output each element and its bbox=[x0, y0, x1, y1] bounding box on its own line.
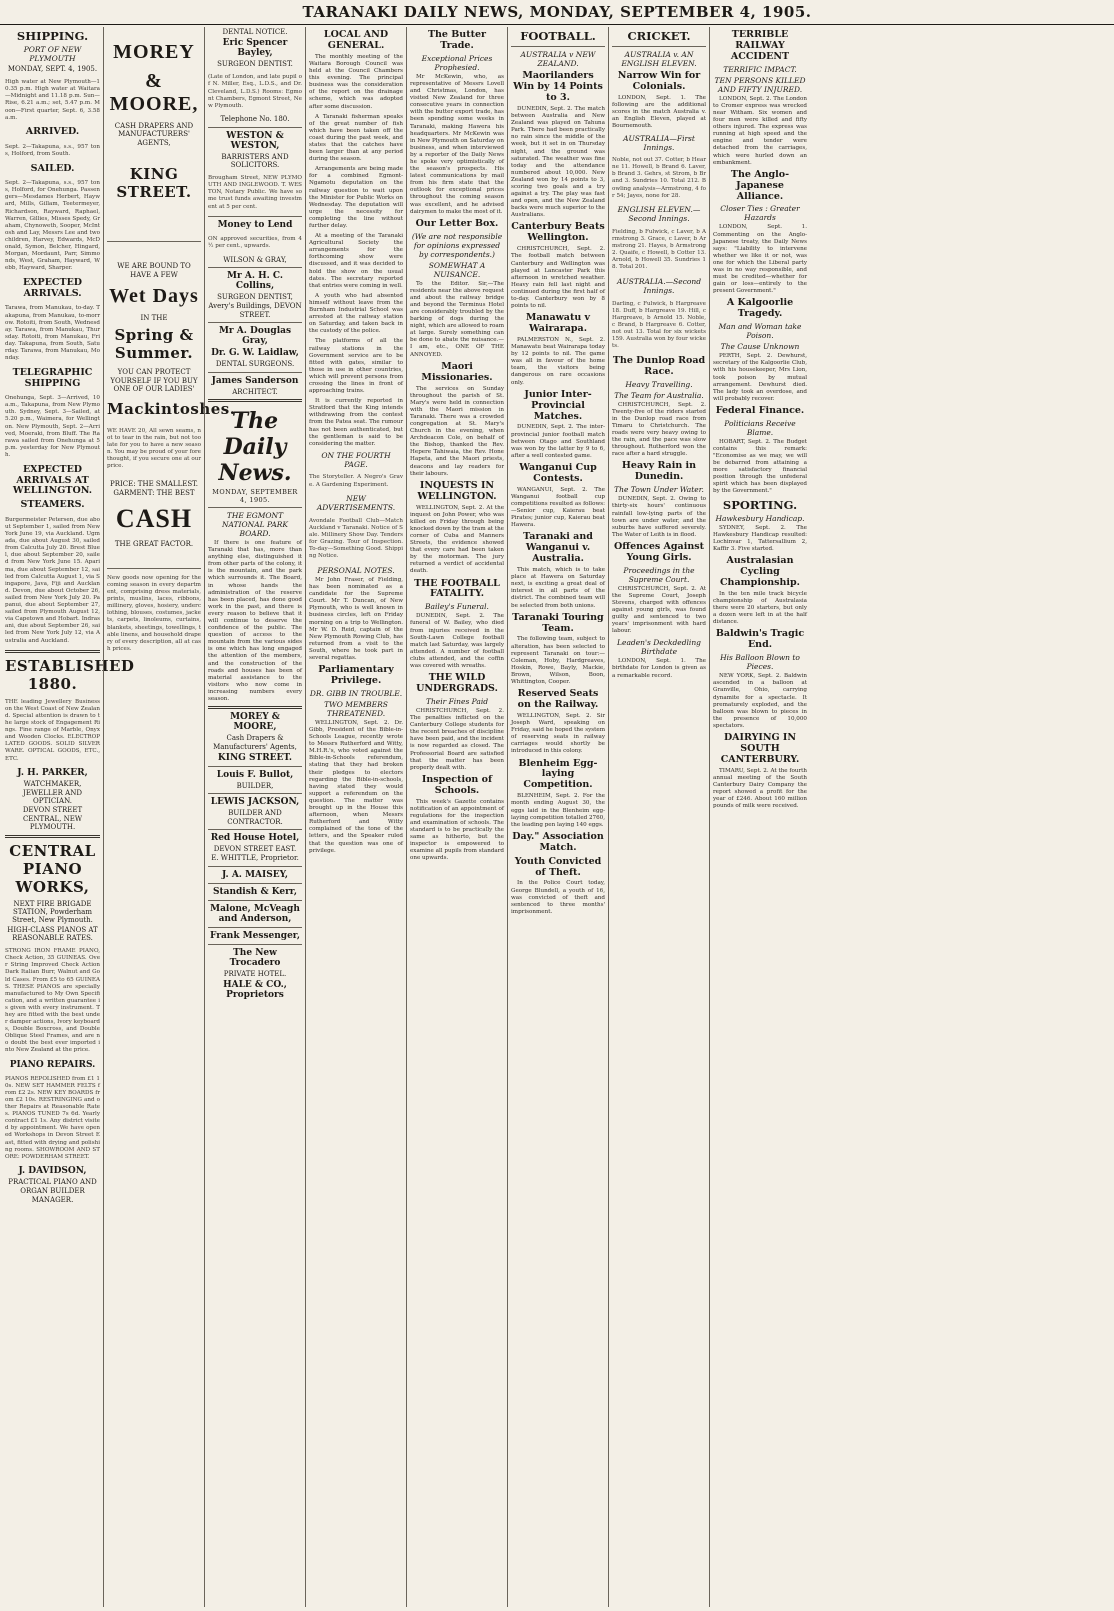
maori-heading: Maori Missionaries. bbox=[421, 360, 493, 383]
privilege-text: WELLINGTON, Sept. 2. Dr. Gibb, President of the Bible-in-Schools League, recently wrote to Messrs Rutherford and Witty, M.H.R.'s, who voted against the Bible-in-Schools referendum, stating that they had broken their pledges to electors regarding the Bible-in-schools, having stated they would support a referendum on the question. The matter was brought up in the House this afternoon, when Messrs Rutherford and Witty complained of the tone of the letters, and the Speaker ruled that the question was one of privilege. bbox=[309, 719, 403, 854]
masthead: TARANAKI DAILY NEWS, MONDAY, SEPTEMBER 4, 1905. bbox=[0, 0, 1114, 25]
port-heading: PORT OF NEW PLYMOUTH bbox=[23, 45, 82, 64]
bayley-text: (Late of London, and late pupil of N. Miller, Esq., L.D.S., and Dr. Cleveland, L.D.S.) Rooms: Egmont Chambers, Egmont Street, New Plymouth. bbox=[208, 74, 302, 109]
dental-notice: DENTAL NOTICE. bbox=[222, 28, 288, 36]
taranaki-wanganui-text: This match, which is to take place at Hawera on Saturday next, is exciting a great deal of interest in all parts of the district. The combined team will be selected from both unions. bbox=[511, 567, 605, 609]
australia-second-heading: AUSTRALIA.—Second Innings. bbox=[616, 277, 702, 296]
maisey-name: J. A. MAISEY, bbox=[222, 869, 288, 880]
heavy-rain-text: DUNEDIN, Sept. 2. Owing to thirty-six hours' continuous rainfall low-lying parts of the town are under water, and the suburbs have suffered severely. The Water of Leith is in flood. bbox=[612, 496, 706, 538]
letter-text: To the Editor. Sir,—The residents near the above request and about the railway bridge and beyond the Terminus Hotel are considerably troubled by the barking of dogs during the night, which are allowed to roam at large. Surely something can be done to abate the nuisance.—I am, etc., ONE OF THE ANNOYED. bbox=[410, 280, 504, 358]
dairying-text: TIMARU, Sept. 2. At the fourth annual meeting of the South Canterbury Dairy Company the report showed a profit for the year of £246. About 160 million pounds of milk were received. bbox=[713, 767, 807, 810]
football-fatality-heading: THE FOOTBALL FATALITY. bbox=[414, 577, 500, 600]
piano-subheading: HIGH-CLASS PIANOS AT REASONABLE RATES. bbox=[7, 925, 98, 943]
english-second-heading: ENGLISH ELEVEN.—Second Innings. bbox=[617, 205, 701, 224]
spring-summer: Spring & Summer. bbox=[114, 326, 194, 363]
canterbury-text: CHRISTCHURCH, Sept. 2. The football match between Canterbury and Wellington was played at Lancaster Park this afternoon in wretched weather. Heavy rain fell last night and continued during the first half of to-day. Canterbury won by 8 points to nil. bbox=[511, 246, 605, 310]
standish-name: Standish & Kerr, bbox=[212, 886, 298, 897]
weston-text: Brougham Street, NEW PLYMOUTH AND INGLEWOOD. T. WESTON, Notary Public. We have some trust funds awaiting investment at 5 per cent. bbox=[208, 175, 302, 210]
butter-subheading: Exceptional Prices Prophesied. bbox=[421, 53, 493, 72]
kalgoorlie-heading: A Kalgoorlie Tragedy. bbox=[726, 297, 794, 320]
column-cables bbox=[709, 27, 810, 1607]
sanderson-name: James Sanderson bbox=[211, 375, 299, 386]
column-local-general bbox=[305, 27, 406, 1607]
piano-address: NEXT FIRE BRIGADE STATION, Powderham Street, New Plymouth. bbox=[12, 899, 93, 925]
daily-news-logo: The Daily News. bbox=[218, 407, 292, 486]
new-ads-heading: NEW ADVERTISEMENTS. bbox=[316, 494, 396, 513]
under-water-heading: The Town Under Water. bbox=[614, 485, 704, 495]
sailed-text: Sept. 2—Takapuna, s.s., 957 tons, Holford, for Onehunga. Passengers—Mesdames Herbert, Hayward, Mills, Gillam, Teetermeyer, Richardson, Rayward, Raphael, Warren, Gillies, Misses Spedy, Graham, Chynoweth, Sooper, McIntosh and Lay, Messrs Lee and two children, Harvey, Edwards, McDonald, Symon, Belcher, Hingard, Morgan, Mordaunt, Parr, Simmonds, West, Graham, Hayward, Webb, Hayward, Sharper. bbox=[5, 180, 100, 272]
piano-text: STRONG IRON FRAME PIANO, Check Action, 35 GUINEAS. Over String Improved Check Action Dark Italian Burr, Walnut and Gold Cases. From £5 to 65 GUINEAS. THESE PIANOS are specially manufactured to My Own Specification, and a written guarantee is given with every instrument. They are fitted with the best under damper actions, Ivory keyboards, Double Boxcross, and Double Oblique Steel Frames, and are no doubt the best ever imported into New Zealand at the price. bbox=[5, 948, 100, 1054]
expected-heading: EXPECTED ARRIVALS. bbox=[22, 276, 83, 299]
cycling-heading: Australasian Cycling Championship. bbox=[720, 555, 800, 589]
column2-filler: New goods now opening for the coming season in every department, comprising dress materials, prints, muslins, laces, ribbons, millinery, gloves, hosiery, underclothing, blouses, costumes, jackets, carpets, linoleums, curtains, blankets, sheetings, towellings, table linens, and household drapery of every description, all at cash prices. bbox=[107, 574, 201, 652]
morey-ad-trade: Cash Drapers & Manufacturers' Agents, bbox=[213, 734, 297, 751]
reserved-heading: Reserved Seats on the Railway. bbox=[517, 688, 599, 711]
blame-heading: Politicians Receive Blame. bbox=[724, 418, 796, 437]
jackson-name: LEWIS JACKSON, bbox=[210, 797, 300, 808]
trocadero-type: PRIVATE HOTEL. bbox=[223, 969, 287, 978]
wilson-gray: WILSON & GRAY, bbox=[223, 255, 287, 264]
australia-first-scores: Noble, not out 37. Cotter, b Hearne 11. Howell, b Brand 6. Laver, b Brand 3. Gehrs, st Strom, b Brand 3. Sundries 10. Total 212. Bowling analysis—Armstrong, 4 for 54; Jayes, none for 28. bbox=[612, 157, 706, 199]
impact-heading: TERRIFIC IMPACT. bbox=[723, 64, 797, 74]
column-shipping bbox=[2, 27, 135, 1607]
canterbury-heading: Canterbury Beats Wellington. bbox=[511, 221, 605, 244]
undergrads-text: CHRISTCHURCH, Sept. 2. The penalties inflicted on the Canterbury College students for the recent breaches of discipline have been paid, and the incident is now regarded as closed. The Professorial Board are satisfied that the matter has been properly dealt with. bbox=[410, 707, 504, 771]
sailed-heading: SAILED. bbox=[30, 162, 75, 174]
piano-repairs-heading: PIANO REPAIRS. bbox=[9, 1060, 96, 1071]
nuisance-heading: SOMEWHAT A NUISANCE. bbox=[428, 260, 486, 279]
fourth-page-text: The Storyteller. A Negro's Grave. A Gardening Experiment. bbox=[309, 474, 403, 488]
personal-notes-heading: PERSONAL NOTES. bbox=[317, 565, 395, 575]
privilege-heading: Parliamentary Privilege. bbox=[318, 664, 394, 686]
garment-line: GARMENT: THE BEST bbox=[113, 489, 195, 498]
local-text-2: A Taranaki fisherman speaks of the great number of fish which have been taken off the coast during the past week, and states that the catches have been larger than at any period during the season. bbox=[309, 113, 403, 163]
australia-first-heading: AUSTRALIA—First Innings. bbox=[623, 133, 695, 152]
column-football bbox=[507, 27, 608, 1607]
local-text-5: A youth who had absented himself without leave from the Burnham Industrial School was arrested at the railway station on Saturday, and taken back in the custody of the police. bbox=[309, 292, 403, 335]
privilege-subheading: DR. GIBB IN TROUBLE. bbox=[309, 688, 403, 698]
morey-street: KING STREET. bbox=[116, 165, 192, 202]
touring-text: The following team, subject to alteration, has been selected to represent Taranaki on tour:—Coleman, Hoby, Hardgreaves, Hoskin, Rowe, Bayly, Mackie, Brown, Wilson, Boon, Whittington, Cooper. bbox=[511, 636, 605, 686]
football-heading: FOOTBALL. bbox=[520, 29, 596, 43]
davidson-trade: PRACTICAL PIANO AND ORGAN BUILDER bbox=[8, 1178, 97, 1195]
jackson-trade: BUILDER AND CONTRACTOR. bbox=[227, 809, 283, 826]
wanganui-heading: Wanganui Cup Contests. bbox=[519, 461, 597, 484]
cause-heading: The Cause Unknown bbox=[720, 342, 800, 352]
gray-name: Mr A. Douglas Gray, bbox=[218, 326, 292, 347]
inspection-text: This week's Gazette contains notification of an appointment of regulations for the inspection and examination of schools. The standard is to be practically the same as hitherto, but the inspector is empowered to examine all pupils from standard one upwards. bbox=[410, 798, 504, 862]
inquests-heading: INQUESTS IN WELLINGTON. bbox=[417, 479, 497, 502]
telegraphic-heading: TELEGRAPHIC SHIPPING bbox=[12, 366, 93, 389]
piano-works-heading: CENTRAL PIANO WORKS, bbox=[9, 841, 96, 896]
mackintosh-text: WE HAVE 20, All sewn seams, not to tear in the rain, but not too late for you to have a new season. You may be proud of your forethought, if you secure one at our price. bbox=[107, 427, 201, 469]
cycling-text: In the ten mile track bicycle championship of Australasia there were 20 starters, but only a dozen were left in at the half distance. bbox=[713, 590, 807, 626]
bayley-surgeon: SURGEON DENTIST. bbox=[217, 60, 293, 69]
personal-text: Mr John Fraser, of Fielding, has been nominated as a candidate for the Supreme Court. Mr T. Duncan, of New Plymouth, who is well known in business circles, left on Friday morning on a trip to Wellington. Mr W. D. Reid, captain of the New Plymouth Rowing Club, has returned from a visit to the South, where he took part in several regattas. bbox=[309, 576, 403, 661]
bound-text: WE ARE BOUND TO HAVE A FEW bbox=[117, 262, 191, 279]
bullot-name: Louis F. Bullot, bbox=[216, 769, 294, 780]
column-butter-trade bbox=[406, 27, 507, 1607]
laidlaw-name: Dr. G. W. Laidlaw, bbox=[211, 348, 299, 359]
red-house-proprietor: E. WHITTLE, Proprietor. bbox=[211, 854, 299, 863]
blenheim-heading: Blenheim Egg-laying Competition. bbox=[518, 757, 598, 791]
price-line: PRICE: THE SMALLEST. bbox=[110, 480, 198, 489]
aus-nz-heading: AUSTRALIA v NEW ZEALAND. bbox=[520, 50, 596, 69]
morey-title-1: MOREY bbox=[113, 41, 195, 63]
steamers-heading: STEAMERS. bbox=[20, 499, 85, 511]
mackintoshes: Mackintoshes. bbox=[107, 399, 236, 418]
junior-heading: Junior Inter-Provincial Matches. bbox=[524, 388, 592, 422]
shipping-heading: SHIPPING. bbox=[16, 29, 89, 43]
maorilanders-heading: Maorilanders Win by 14 Points to 3. bbox=[513, 70, 603, 104]
column-morey-moore bbox=[103, 27, 236, 1607]
manawatu-text: PALMERSTON N., Sept. 2. Manawatu beat Wairarapa today by 12 points to nil. The game was all in favour of the home team, the visitors being dangerous on rare occasions only. bbox=[511, 337, 605, 386]
tide-text: High water at New Plymouth—10.35 p.m. High water at Waitara—Midnight and 11.18 p.m. Sun—Rise, 6.21 a.m.; set, 5.47 p.m. Moon—First quarter, Sept. 6, 3.58 a.m. bbox=[5, 79, 100, 121]
balloon-heading: His Balloon Blown to Pieces. bbox=[720, 653, 800, 672]
local-text-4: At a meeting of the Taranaki Agricultural Society the arrangements for the forthcoming show were discussed, and it was decided to hold the show on the usual dates. The secretary reported that entries were coming in well. bbox=[309, 233, 403, 289]
established-heading: ESTABLISHED 1880. bbox=[5, 657, 135, 694]
collins-address: Avery's Buildings, DEVON STREET. bbox=[208, 302, 302, 319]
butter-heading: The Butter Trade. bbox=[427, 29, 487, 51]
fourth-page-heading: ON THE FOURTH PAGE. bbox=[321, 450, 391, 469]
kalgoorlie-text: PERTH, Sept. 2. Dewhurst, secretary of the Kalgoorlie Club, with his housekeeper, Mrs Lion, took poison by mutual arrangement. Dewhurst died. The lady took an overdose, and will probably recover. bbox=[713, 353, 807, 402]
heavy-rain-heading: Heavy Rain in Dunedin. bbox=[621, 460, 697, 483]
telegraphic-text: Onehunga, Sept. 3—Arrived, 10 a.m., Takapuna, from New Plymouth. Sydney, Sept. 3—Sailed, at 5.20 p.m., Waimera, for Wellington. New Plymouth, Sept. 2—Arrived, Moeraki, from Bluff. The Rarawa sailed from Onehunga at 5 p.m. yesterday for New Plymouth. bbox=[5, 395, 100, 458]
anglo-text: LONDON, Sept. 1. Commenting on the Anglo-Japanese treaty, the Daily News says: "Liability to intervene whether we like it or not, was one for which the Liberal party was in no way responsible, and must be credited—whether for gain or loss—entirely to the present Government." bbox=[713, 224, 807, 295]
accident-text: LONDON, Sept. 2. The London to Cromer express was wrecked near Witham. Six women and four men were killed and fifty others injured. The express was running at high speed and the engine and tender were detached from the carriages, which were hurled down an embankment. bbox=[713, 95, 807, 166]
reserved-text: WELLINGTON, Sept. 2. Sir Joseph Ward, speaking on Friday, said he hoped the system of reserving seats in railway carriages would shortly be introduced in this colony. bbox=[511, 712, 605, 755]
great-factor: THE GREAT FACTOR. bbox=[114, 539, 194, 548]
hawkesbury-heading: Hawkesbury Handicap. bbox=[715, 513, 805, 523]
malone-name: Malone, McVeagh and Anderson, bbox=[210, 903, 300, 924]
parker-address: DEVON STREET CENTRAL, NEW PLYMOUTH. bbox=[22, 806, 83, 832]
blenheim-text: BLENHEIM, Sept. 2. For the month ending August 30, the eggs laid in the Blenheim egg-laying competition totalled 2760, the leading pen laying 140 eggs. bbox=[511, 793, 606, 828]
local-text-6: The platforms of all the railway stations in the Government service are to be fitted with gates, similar to those in use in other countries, which will prevent persons from crossing the lines in front of approaching trains. bbox=[309, 338, 403, 395]
editorial-heading: THE EGMONT NATIONAL PARK BOARD. bbox=[221, 510, 289, 538]
red-house-name: Red House Hotel, bbox=[210, 833, 300, 844]
dairying-heading: DAIRYING IN SOUTH CANTERBURY. bbox=[720, 732, 800, 765]
morey-title-2: & MOORE, bbox=[109, 70, 199, 115]
hawkesbury-text: SYDNEY, Sept. 2. The Hawkesbury Handicap resulted: Lochinvar 1, Tattersallium 2, Kaffir 3. Five started. bbox=[713, 524, 807, 553]
narrow-win-heading: Narrow Win for Colonials. bbox=[617, 70, 701, 93]
poison-heading: Man and Woman take Poison. bbox=[718, 322, 802, 341]
column-cricket bbox=[608, 27, 709, 1607]
arrived-text: Sept. 2—Takapuna, s.s., 957 tons, Holford, from South. bbox=[5, 143, 100, 157]
newspaper-page bbox=[2, 27, 1112, 1607]
letter-box-note: (We are not responsible for opinions expressed by correspondents.) bbox=[411, 231, 503, 259]
youth-heading: Youth Convicted of Theft. bbox=[514, 855, 602, 878]
jeweller-text: THE leading Jewellery Business on the West Coast of New Zealand. Special attention is drawn to the large stock of Engagement Rings. Fine range of Marble, Onyx and Wooden Clocks. ELECTROPLATED GOODS. SOLID SILVER WARE. OPTICAL GOODS, ETC., ETC. bbox=[5, 698, 100, 762]
dental-surgeons: DENTAL SURGEONS. bbox=[215, 360, 295, 369]
dunlop-heading: The Dunlop Road Race. bbox=[612, 354, 706, 377]
parker-name: J. H. PARKER, bbox=[17, 768, 88, 779]
federal-finance-heading: Federal Finance. bbox=[715, 404, 805, 416]
cricket-intro: LONDON, Sept. 1. The following are the additional scores in the match Australia v. an English Eleven, played at Bournemouth. bbox=[612, 95, 706, 130]
threatened-heading: TWO MEMBERS THREATENED. bbox=[324, 699, 388, 718]
heavy-travelling-heading: Heavy Travelling. bbox=[625, 379, 693, 389]
leaden-text: LONDON, Sept. 1. The birthdate for London is given as a remarkable record. bbox=[612, 658, 706, 679]
wellington-arrivals-heading: EXPECTED ARRIVALS AT WELLINGTON. bbox=[12, 463, 93, 497]
collins-name: Mr A. H. C. Collins, bbox=[227, 271, 283, 292]
funeral-text: DUNEDIN, Sept. 2. The funeral of W. Bailey, who died from injuries received in the South-Lawn College football match last Saturday, was largely attended. A number of football clubs attended, and the coffin was covered with wreaths. bbox=[410, 613, 504, 670]
davidson-manager: MANAGER. bbox=[31, 1196, 74, 1205]
anglo-japanese-heading: The Anglo-Japanese Alliance. bbox=[730, 168, 790, 202]
baldwin-heading: Baldwin's Tragic End. bbox=[715, 628, 805, 651]
new-ads-text: Avondale Football Club—Match Auckland v Taranaki. Notice of Sale. Millinery Show Day. Tenders for Grazing. Tour of Inspection. To-day—Something Good. Shipping Notice. bbox=[309, 517, 403, 560]
manawatu-heading: Manawatu v Wairarapa. bbox=[525, 312, 591, 335]
repairs-text: PIANOS REPOLISHED from £1 10s. NEW SET HAMMER FELTS from £2 2s. NEW KEY BOARDS from £2 10s. RESTRINGING and other Repairs at Reasonable Rates. PIANOS TUNED 7s 6d. Yearly contract £1 1s. Any district visited by appointment. We have opened Workshops in Devon Street East, fitted with drying and polishing rooms. SHOWROOM AND STORE: POWDERHAM STREET. bbox=[5, 1075, 100, 1160]
edition-date: MONDAY, SEPTEMBER 4, 1905. bbox=[212, 487, 298, 504]
weston-name: WESTON & WESTON, bbox=[226, 130, 284, 151]
taranaki-wanganui-heading: Taranaki and Wanganui v. Australia. bbox=[523, 531, 593, 565]
protect-text: YOU CAN PROTECT YOURSELF IF YOU BUY ONE OF OUR LADIES' bbox=[110, 368, 198, 394]
leaden-heading: Leaden's Deckdedling Birthdate bbox=[617, 638, 701, 657]
money-text: ON approved securities, from 4½ per cent., upwards. bbox=[208, 235, 302, 249]
killed-heading: TEN PERSONS KILLED AND FIFTY INJURED. bbox=[714, 75, 806, 94]
closer-ties-heading: Closer Ties : Greater Hazards bbox=[720, 204, 800, 223]
touring-heading: Taranaki Touring Team. bbox=[512, 611, 604, 634]
offences-text: CHRISTCHURCH, Sept. 2. At the Supreme Court, Joseph Stevens, charged with offences against young girls, was found guilty and sentenced to two years' imprisonment with hard labour. bbox=[612, 585, 706, 635]
inquests-text: WELLINGTON, Sept. 2. At the inquest on John Power, who was killed on Friday through being knocked down by the tram at the corner of Cuba and Manners Streets, the evidence showed that every care had been taken by the motorman. The jury returned a verdict of accidental death. bbox=[410, 504, 504, 575]
davidson-name: J. DAVIDSON, bbox=[18, 1166, 87, 1177]
messenger-name: Frank Messenger, bbox=[209, 930, 301, 941]
port-date: MONDAY, SEPT. 4, 1905. bbox=[7, 65, 98, 74]
morey-ad-name: MOREY & MOORE, bbox=[230, 712, 280, 733]
expected-text: Tarawa, from Manukau, to-day. Takapuna, from Manukau, to-morrow. Rotoiti, from South, Wednesday. Tarawa, from Manukau, Thursday. Rotoiti, from Manukau, Friday. Takapuna, from South, Saturday. Tarawa, from Manukau, Monday. bbox=[5, 305, 100, 362]
letter-box-heading: Our Letter Box. bbox=[415, 217, 499, 229]
federal-text: HOBART, Sept. 2. The Budget contains this remark: "Economise as we may, we will be debarred from attaining a more satisfactory financial position through the unfederal spirit which has been displayed by the Government." bbox=[713, 438, 807, 495]
weston-trade: BARRISTERS AND SOLICITORS. bbox=[221, 152, 289, 170]
red-house-address: DEVON STREET EAST. bbox=[213, 845, 297, 854]
money-to-lend: Money to Lend bbox=[217, 220, 293, 231]
parker-trade: WATCHMAKER, JEWELLER AND OPTICIAN. bbox=[23, 780, 82, 806]
inspection-heading: Inspection of Schools. bbox=[421, 773, 493, 796]
sporting-heading: SPORTING. bbox=[722, 497, 798, 512]
proceedings-heading: Proceedings in the Supreme Court. bbox=[623, 565, 695, 584]
butter-text: Mr McKewin, who, as representative of Messrs Lovell and Christmas, London, has visited New Zealand for three consecutive years in connection with the butter export trade, has been spending some weeks in Taranaki, making Hawera his headquarters. Mr McKewin was in New Plymouth on Saturday on business, and when interviewed by a reporter of the Daily News he spoke very optimistically of the season's prospects. His latest communications by mail from his firm state that the outlook for exceptional prices throughout the coming season was excellent, and he advised dairymen to make the most of it. bbox=[410, 73, 504, 215]
maori-text: The services on Sunday throughout the parish of St. Mary's were held in connection with the Maori mission in Taranaki. There was a crowded congregation at St. Mary's Church in the evening, when Archdeacon Cole, on behalf of the Bishop, thanked the Rev. Hepere Tahiwaia, the Rev. Hone Hapeta, and the Maori priests, deacons and lay readers for their labours. bbox=[410, 385, 504, 477]
local-text-7: It is currently reported in Stratford that the King intends withdrawing from the contest from the Patea seat. The rumour has not been authenticated, but the gentleman is said to be considering the matter. bbox=[309, 398, 403, 447]
column-professional bbox=[204, 27, 305, 1607]
in-the: IN THE bbox=[140, 313, 168, 322]
english-second-scores: Fielding, b Fulwick, c Laver, b Armstrong 3. Grace, c Laver, b Armstrong 21. Hayes, b Armstrong 2. Quaife, c Howell, b Cotter 13. Arnold, b Howell 35. Sundries 18. Total 201. bbox=[612, 228, 706, 271]
fines-heading: Their Fines Paid bbox=[425, 696, 489, 706]
funeral-heading: Bailey's Funeral. bbox=[425, 602, 489, 612]
team-australia-heading: The Team for Australia. bbox=[614, 390, 704, 400]
local-text-3: Arrangements are being made for a combined Egmont-Ngamotu deputation on the railway question to wait upon the Minister for Public Works on Wednesday. The deputation will urge the necessity for completing the line without further delay. bbox=[309, 166, 403, 229]
cricket-heading: CRICKET. bbox=[627, 29, 691, 43]
local-general-heading: LOCAL AND GENERAL. bbox=[323, 29, 389, 51]
editorial-text: If there is one feature of Taranaki that has, more than anything else, distinguished it from other parts of the colony, it is the mountain, and the park which surrounds it. The Board, in whose hands the administration of the reserve has been placed, has done good work in the past, and there is every reason to believe that it will continue to deserve the confidence of the public. The question of access to the mountain from the various sides is one which has long engaged the attention of the members, and the construction of the roads and houses has been of material assistance to the visitors who now come in increasing numbers every season. bbox=[208, 539, 302, 703]
undergrads-heading: THE WILD UNDERGRADS. bbox=[416, 672, 498, 695]
wet-days: Wet Days bbox=[109, 284, 199, 307]
cash-word: CASH bbox=[115, 503, 193, 533]
australia-second-scores: Darling, c Fulwick, b Hargreave 18. Duff, b Hargreave 19. Hill, c Hargreave, b Arnold 15. Noble, c Brand, b Hargreave 6. Cotter, not out 13. Total for six wickets 159. Australia won by four wickets. bbox=[612, 300, 706, 350]
morey-ad-street: KING STREET. bbox=[217, 752, 293, 763]
aus-eng-heading: AUSTRALIA v. AN ENGLISH ELEVEN. bbox=[621, 50, 697, 69]
arrived-heading: ARRIVED. bbox=[25, 126, 80, 138]
bullot-trade: BUILDER, bbox=[236, 781, 274, 790]
dunlop-text: CHRISTCHURCH, Sept. 2. Twenty-five of the riders started in the Dunlop road race from Timaru to Christchurch. The roads were very heavy owing to the rain, and the pace was slow throughout. Rutherford won the race after a hard struggle. bbox=[612, 401, 706, 458]
aus-nz-text: DUNEDIN, Sept. 2. The match between Australia and New Zealand was played on Tahuna Park. There had been practically no rain since the middle of the week, but it set in on Thursday night, and the ground was saturated. The weather was fine today and the attendance numbered about 10,000. New Zealand won by 14 points to 3, scoring two goals and a try against a try. The play was fast and open, and the New Zealand backs were much superior to the Australians. bbox=[511, 105, 605, 219]
youth-text: In the Police Court today, George Blundell, a youth of 16, was convicted of theft and sentenced to three months' imprisonment. bbox=[511, 880, 605, 915]
trocadero-name: The New Trocadero bbox=[229, 947, 281, 968]
baldwin-text: NEW YORK, Sept. 2. Baldwin ascended in a balloon at Granville, Ohio, carrying dynamite for a spectacle. It prematurely exploded, and the balloon was blown to pieces in the presence of 10,000 spectators. bbox=[713, 673, 807, 729]
morey-trade: CASH DRAPERS AND MANUFACTURERS' AGENTS, bbox=[114, 122, 194, 147]
hale-proprietors: HALE & CO., Proprietors bbox=[223, 980, 287, 1001]
junior-text: DUNEDIN, Sept. 2. The inter-provincial junior football match between Otago and Southland was won by the latter by 9 to 6, after a well contested game. bbox=[511, 424, 605, 459]
day-heading: Day." Association Match. bbox=[512, 830, 604, 853]
local-text-1: The monthly meeting of the Waitara Borough Council was held at the Council Chambers this evening. The principal business was the consideration of the report on the drainage scheme, which was adopted after some discussion. bbox=[309, 53, 403, 110]
offences-heading: Offences Against Young Girls. bbox=[614, 540, 704, 563]
bayley-name: Eric Spencer Bayley, bbox=[222, 38, 288, 59]
steamers-text: Burgermeister Petersen, due about September 1, sailed from New York June 19, via Auckland. Ugmada, due about August 30, sailed from Calcutta July 20. Brest Bluel, due about September 20, sailed from New York June 15. Aparima, due about September 12, sailed from Calcutta August 1, via Singapore, Java, Fiji and Auckland. Devon, due about October 26, sailed from New York July 20. Papanui, due about September 27, sailed from Plymouth August 12, via Capetown and Hobart. Indrasani, due about September 26, sailed from New York July 12, via Australia and Auckland. bbox=[5, 516, 100, 644]
accident-heading: TERRIBLE RAILWAY ACCIDENT bbox=[730, 29, 790, 62]
sanderson-trade: ARCHITECT. bbox=[232, 387, 278, 396]
wanganui-text: WANGANUI, Sept. 2. The Wanganui football cup competitions resulted as follows:—Senior cup, Kaierau beat Pirates; junior cup, Kaierau beat Hawera. bbox=[511, 486, 605, 529]
collins-trade: SURGEON DENTIST, bbox=[217, 293, 293, 302]
bayley-phone: Telephone No. 180. bbox=[220, 115, 290, 124]
